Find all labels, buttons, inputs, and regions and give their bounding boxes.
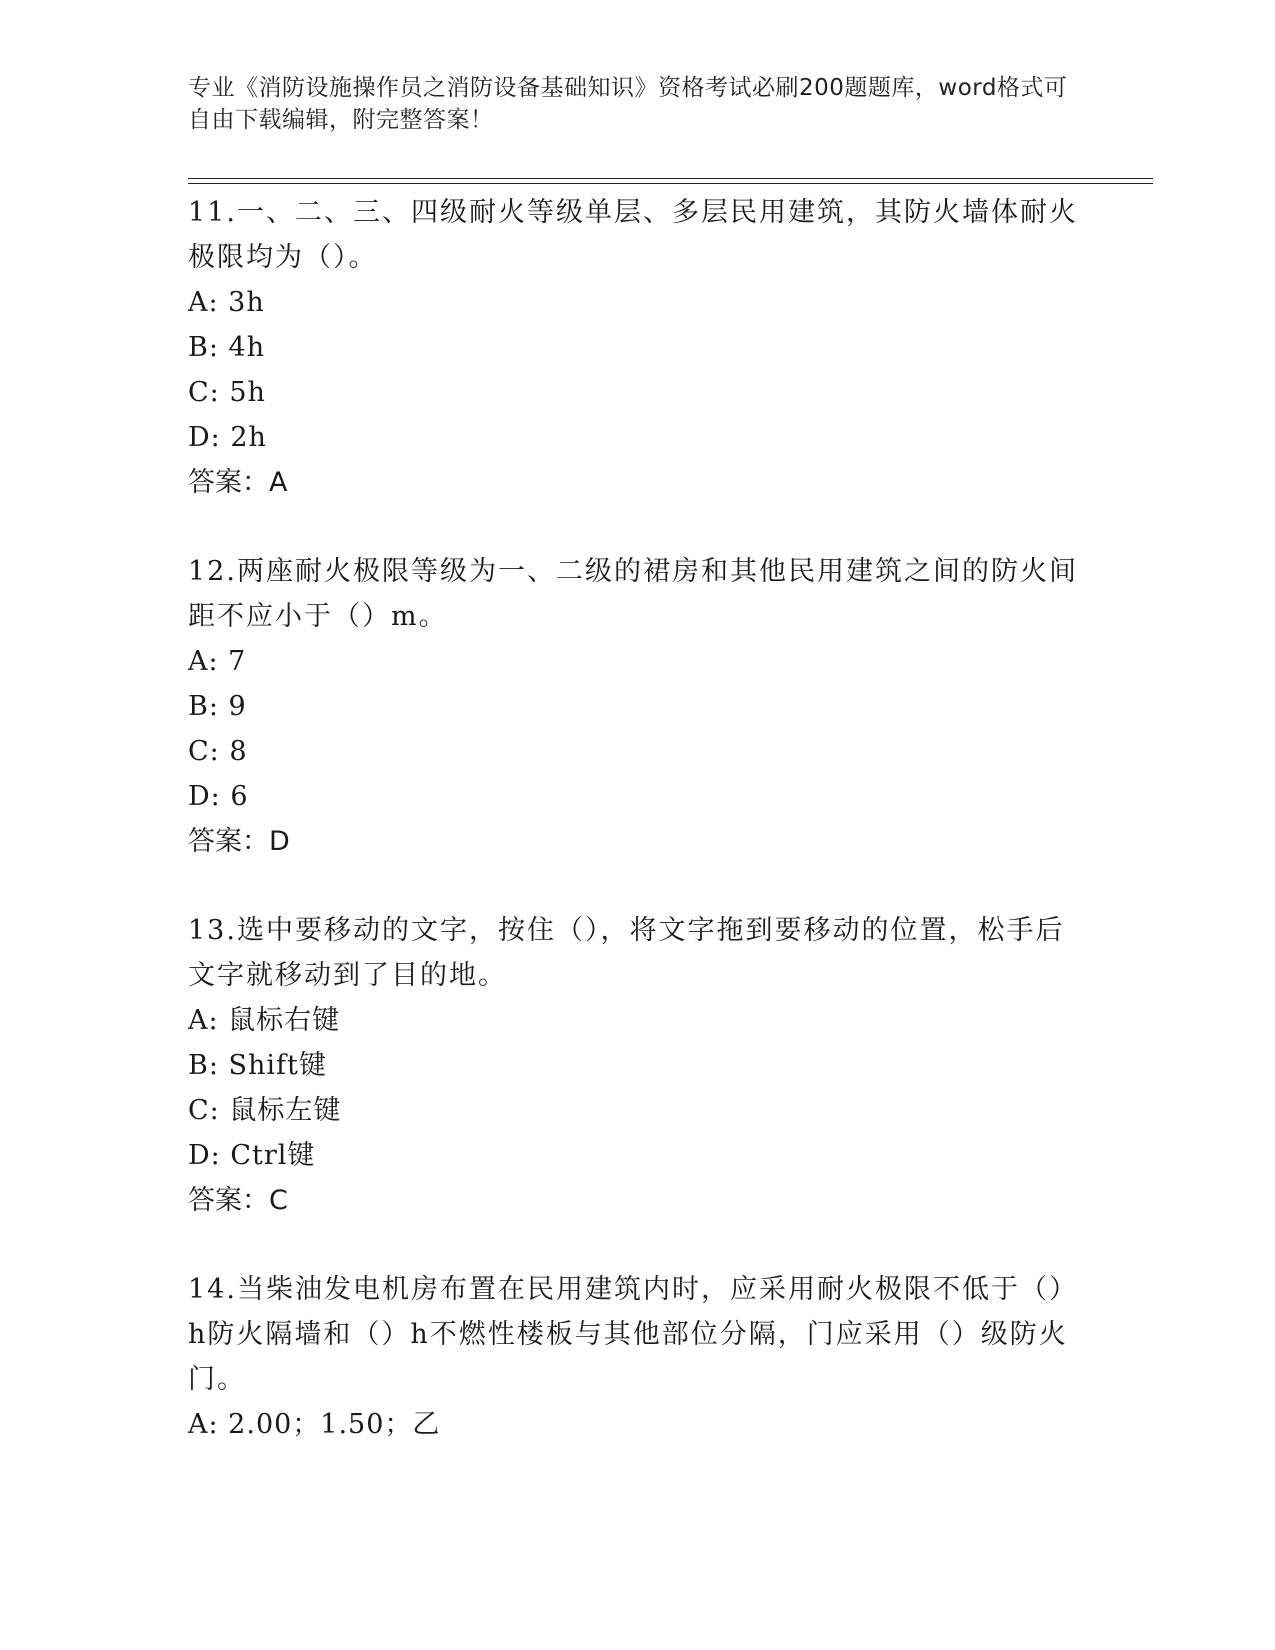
answer: 答案：C (188, 1185, 288, 1216)
question-11 (188, 190, 1088, 505)
option-d: D: Ctrl键 (188, 1140, 316, 1171)
question-14 (188, 1267, 1088, 1447)
option-a: A: 2.00；1.50；乙 (188, 1409, 441, 1440)
answer: 答案：A (188, 467, 288, 498)
question-stem: 13.选中要移动的文字，按住（），将文字拖到要移动的位置，松手后文字就移动到了目的地。 (188, 915, 1065, 991)
question-stem: 11.一、二、三、四级耐火等级单层、多层民用建筑，其防火墙体耐火极限均为（）。 (188, 197, 1078, 273)
header-divider-bottom (188, 183, 1153, 184)
answer: 答案：D (188, 826, 290, 857)
document-header: 专业《消防设施操作员之消防设备基础知识》资格考试必刷200题题库，word格式可自由下载编辑，附完整答案！ (188, 75, 1068, 133)
option-a: A: 鼠标右键 (188, 1005, 341, 1036)
option-d: D: 6 (188, 781, 249, 812)
option-b: B: 4h (188, 332, 266, 363)
question-stem: 14.当柴油发电机房布置在民用建筑内时，应采用耐火极限不低于（）h防火隔墙和（）h不燃性楼板与其他部位分隔，门应采用（）级防火门。 (188, 1274, 1078, 1395)
option-a: A: 7 (188, 646, 247, 677)
option-c: C: 5h (188, 377, 266, 408)
question-list (188, 190, 1088, 1491)
header-divider-top (188, 178, 1153, 179)
option-b: B: Shift键 (188, 1050, 327, 1081)
question-13 (188, 908, 1088, 1223)
option-c: C: 鼠标左键 (188, 1095, 342, 1126)
question-12 (188, 549, 1088, 864)
option-c: C: 8 (188, 736, 248, 767)
option-b: B: 9 (188, 691, 247, 722)
option-a: A: 3h (188, 287, 265, 318)
question-stem: 12.两座耐火极限等级为一、二级的裙房和其他民用建筑之间的防火间距不应小于（）m。 (188, 556, 1078, 632)
option-d: D: 2h (188, 422, 267, 453)
